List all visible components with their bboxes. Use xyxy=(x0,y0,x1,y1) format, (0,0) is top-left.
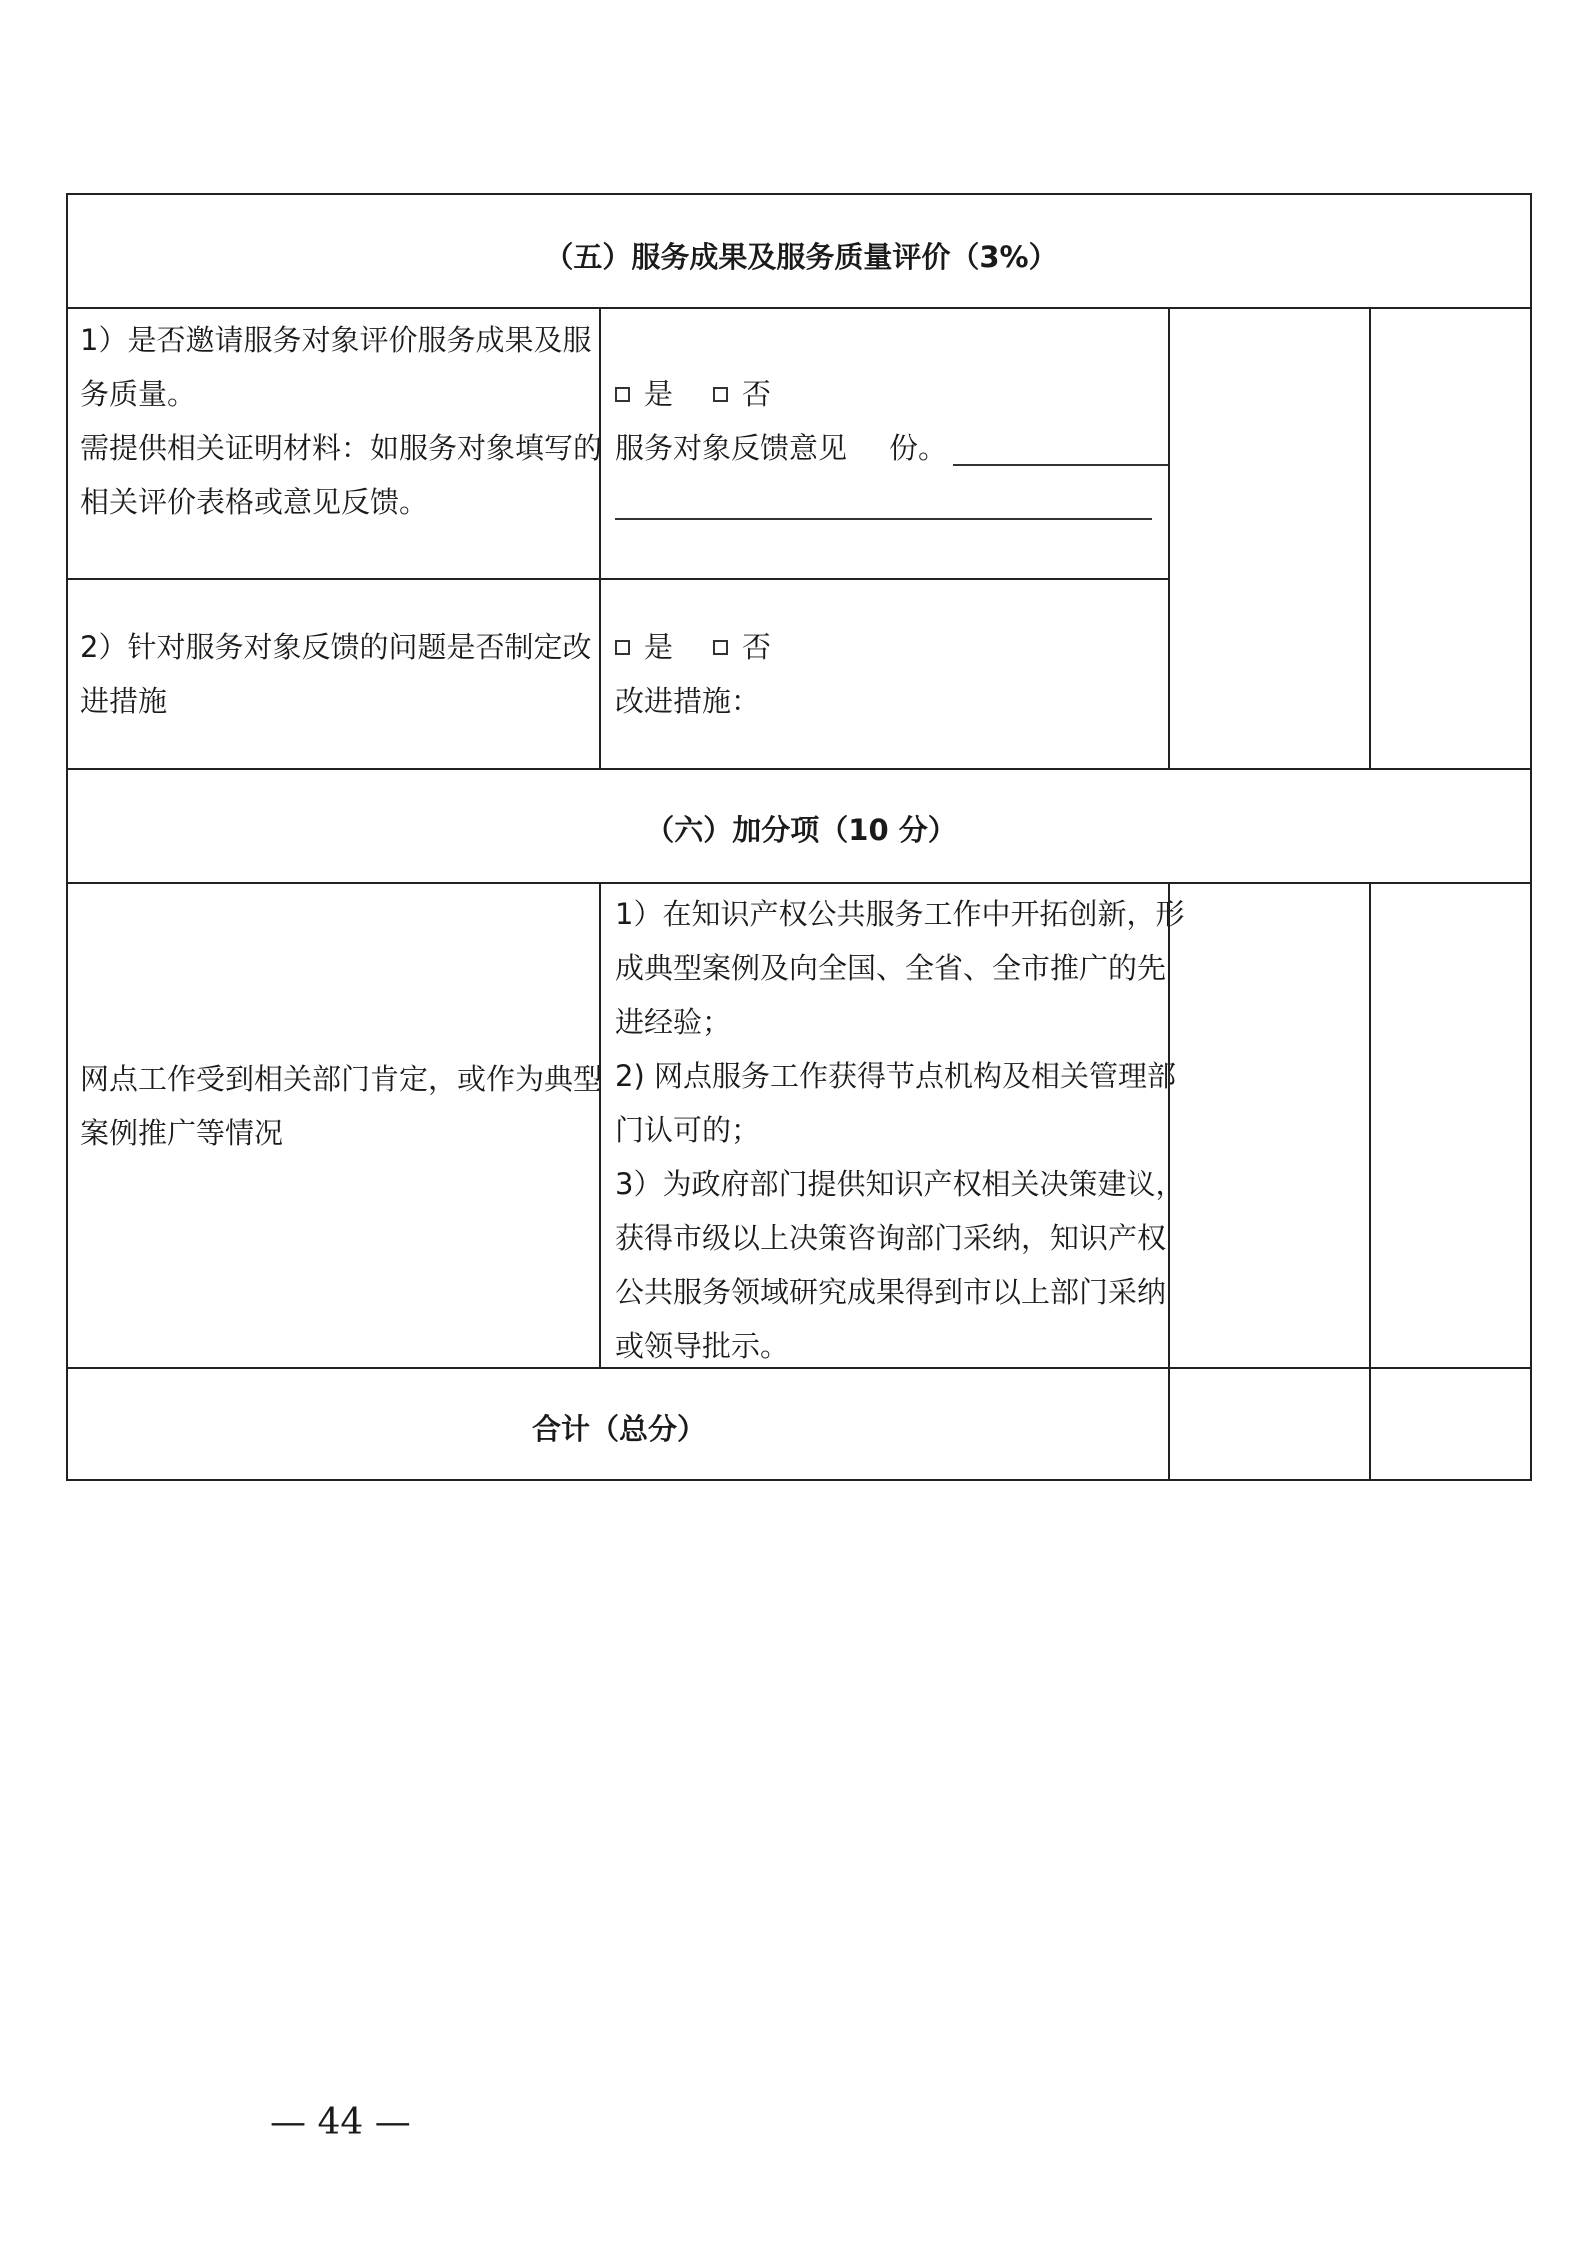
section5-item1-description-line: 相关评价表格或意见反馈。 xyxy=(80,485,429,519)
total-score-cell[interactable] xyxy=(1168,1367,1369,1481)
feedback-label: 服务对象反馈意见 xyxy=(615,431,848,465)
total-label: 合计（总分） xyxy=(531,1412,706,1446)
section5-item1-description-line: 1）是否邀请服务对象评价服务成果及服 xyxy=(80,323,592,357)
feedback-underline-1[interactable] xyxy=(953,464,1169,466)
yes-label: 是 xyxy=(644,377,674,411)
section6-description-line: 案例推广等情况 xyxy=(80,1116,284,1150)
section5-item1-description-line: 务质量。 xyxy=(80,377,197,411)
section6-criteria-line: 门认可的； xyxy=(615,1113,761,1147)
section5-heading-cell xyxy=(66,193,1532,307)
section5-score-cell[interactable] xyxy=(1168,307,1369,768)
section6-description-cell xyxy=(66,882,603,1367)
section5-item2-measures-label: 改进措施： xyxy=(615,684,761,718)
total-remark-cell[interactable] xyxy=(1369,1367,1532,1481)
section5-item1-description-line: 需提供相关证明材料：如服务对象填写的 xyxy=(80,431,603,465)
section6-score-cell[interactable] xyxy=(1168,882,1369,1367)
section5-title: （五）服务成果及服务质量评价（3%） xyxy=(544,240,1058,274)
section6-criteria-line: 3）为政府部门提供知识产权相关决策建议， xyxy=(615,1167,1185,1201)
section6-criteria-line: 公共服务领域研究成果得到市以上部门采纳 xyxy=(615,1275,1167,1309)
section5-remark-cell[interactable] xyxy=(1369,307,1532,768)
section6-remark-cell[interactable] xyxy=(1369,882,1532,1367)
feedback-underline-2[interactable] xyxy=(615,518,1152,520)
no-checkbox[interactable] xyxy=(713,387,728,402)
section6-criteria-line: 或领导批示。 xyxy=(615,1329,790,1363)
section5-item1-feedback-row xyxy=(615,421,947,475)
evaluation-table xyxy=(66,193,1532,1481)
section6-criteria-line: 进经验； xyxy=(615,1005,732,1039)
section6-criteria-line: 1）在知识产权公共服务工作中开拓创新，形 xyxy=(615,897,1185,931)
section6-criteria-cell xyxy=(599,882,1185,1367)
section5-item1-choice-row xyxy=(615,367,771,421)
section5-item1-description-cell xyxy=(66,307,603,578)
yes-checkbox[interactable] xyxy=(615,387,630,402)
page-number: — 44 — xyxy=(270,2102,411,2143)
section5-item2-description-line: 进措施 xyxy=(80,684,168,718)
section6-heading-cell xyxy=(66,768,1532,882)
section5-item2-description-line: 2）针对服务对象反馈的问题是否制定改 xyxy=(80,630,592,664)
section6-title: （六）加分项（10 分） xyxy=(645,813,957,847)
section5-item2-answer-cell xyxy=(599,578,1168,768)
feedback-unit: 份。 xyxy=(889,431,948,465)
section6-description-line: 网点工作受到相关部门肯定，或作为典型 xyxy=(80,1062,603,1096)
total-label-cell xyxy=(66,1367,1168,1481)
section6-criteria-line: 2) 网点服务工作获得节点机构及相关管理部 xyxy=(615,1059,1176,1093)
yes-checkbox[interactable] xyxy=(615,640,630,655)
no-label: 否 xyxy=(742,377,772,411)
section6-criteria-line: 获得市级以上决策咨询部门采纳，知识产权 xyxy=(615,1221,1167,1255)
section5-item1-answer-cell xyxy=(599,307,1168,578)
no-checkbox[interactable] xyxy=(713,640,728,655)
yes-label: 是 xyxy=(644,630,674,664)
no-label: 否 xyxy=(742,630,772,664)
section6-criteria-line: 成典型案例及向全国、全省、全市推广的先 xyxy=(615,951,1167,985)
section5-item2-description-cell xyxy=(66,578,599,768)
section5-item2-choice-row xyxy=(615,620,771,674)
